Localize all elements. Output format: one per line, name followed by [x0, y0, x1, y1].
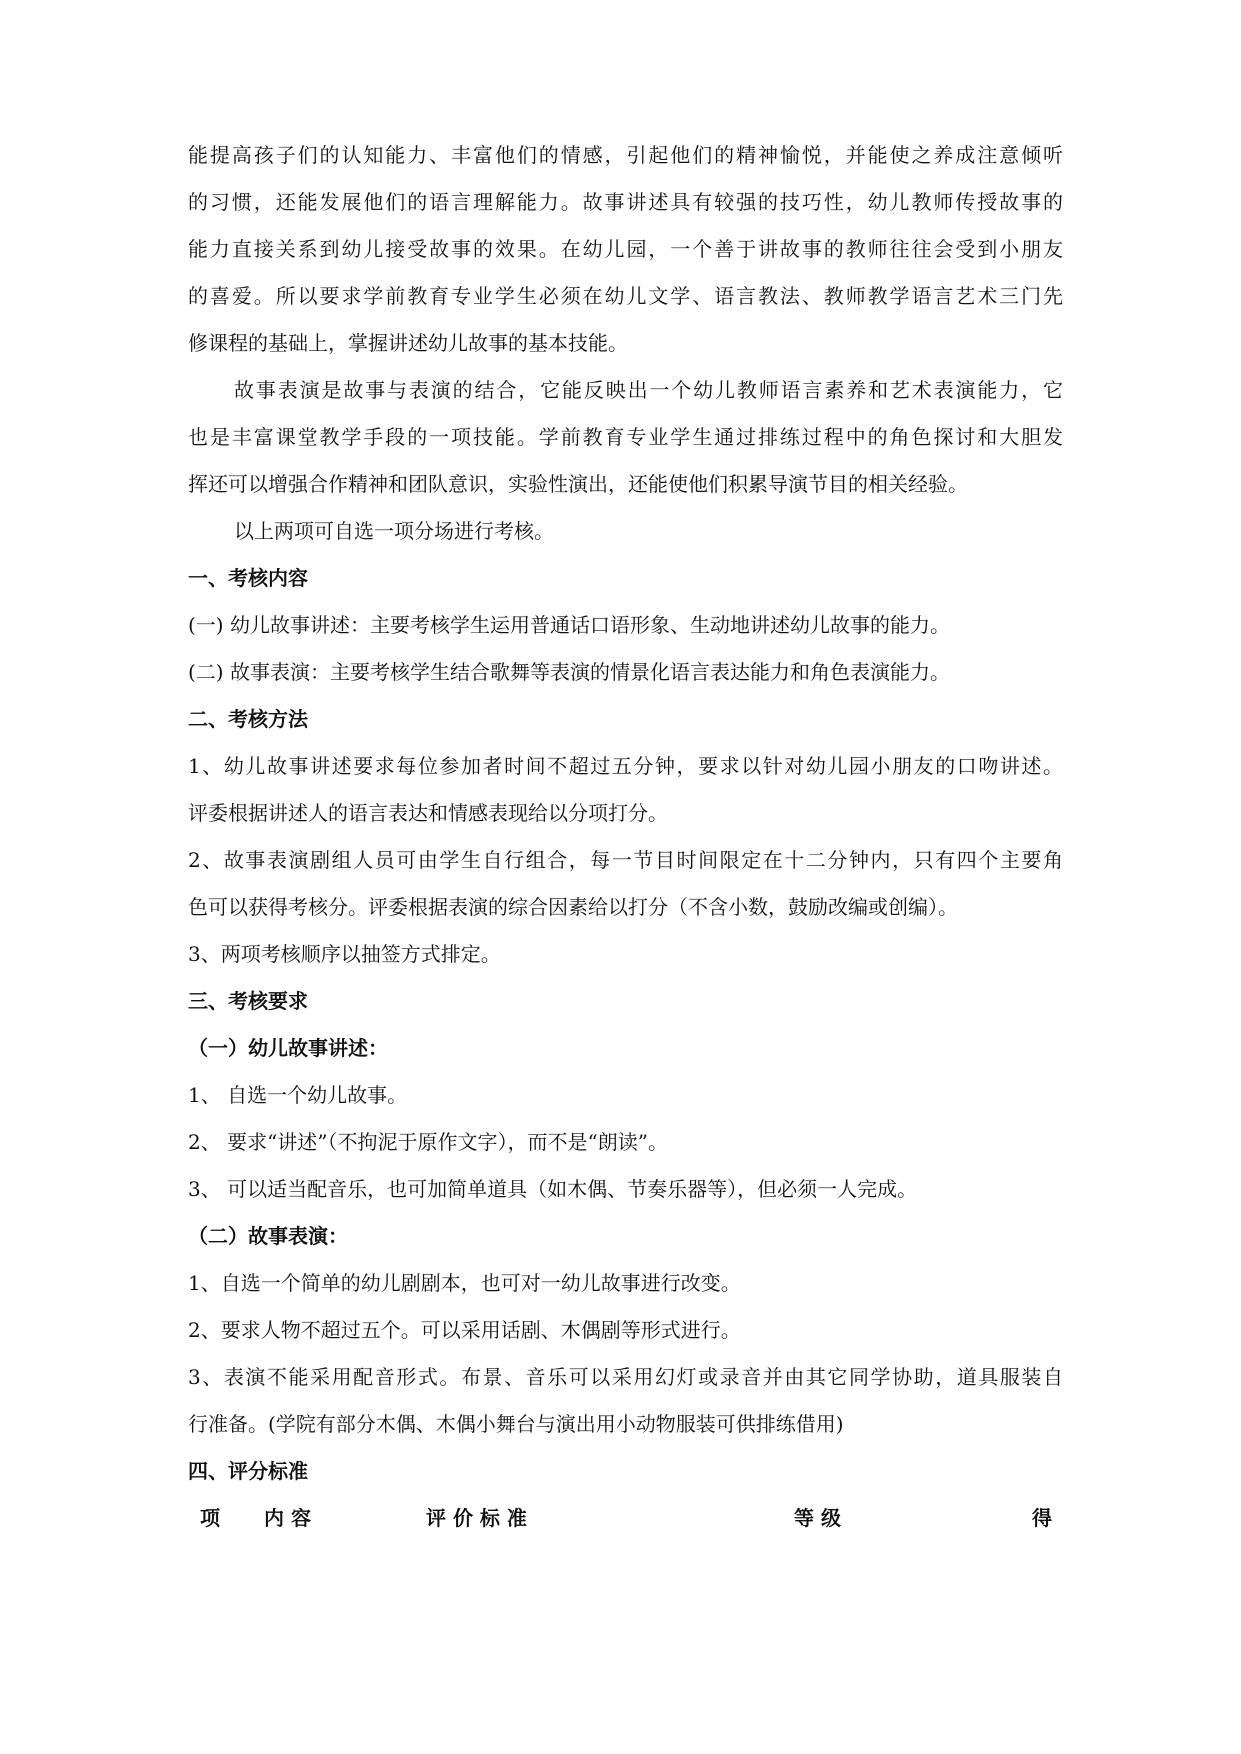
header-grade: 等 级: [794, 1506, 841, 1530]
method-item-2: [188, 837, 1063, 931]
paragraph-line: 2、故事表演剧组人员可由学生自行组合，每一节目时间限定在十二分钟内，只有四个主要角: [188, 848, 1063, 872]
subheading-story-telling: （一）幼儿故事讲述：: [188, 1036, 388, 1060]
subheading-story-performance: （二）故事表演：: [188, 1224, 348, 1248]
paragraph-line: 故事表演是故事与表演的结合，它能反映出一个幼儿教师语言素养和艺术表演能力，它: [234, 378, 1063, 402]
list-item: 3、 可以适当配音乐，也可加简单道具（如木偶、节奏乐器等），但必须一人完成。: [188, 1177, 918, 1201]
list-item: (二) 故事表演：主要考核学生结合歌舞等表演的情景化语言表达能力和角色表演能力。: [188, 660, 950, 684]
header-criteria: 评 价 标 准: [426, 1506, 527, 1530]
list-item: (一) 幼儿故事讲述：主要考核学生运用普通话口语形象、生动地讲述幼儿故事的能力。: [188, 613, 950, 637]
section-heading-scoring: 四、评分标准: [188, 1459, 308, 1483]
method-item-1: [188, 743, 1063, 837]
header-item: 项: [200, 1506, 220, 1530]
header-content: 内 容: [264, 1506, 311, 1530]
paragraph-line: 也是丰富课堂教学手段的一项技能。学前教育专业学生通过排练过程中的角色探讨和大胆发: [188, 425, 1063, 449]
document-page: [188, 132, 1063, 1542]
paragraph-line: 能力直接关系到幼儿接受故事的效果。在幼儿园，一个善于讲故事的教师往往会受到小朋友: [188, 237, 1063, 261]
list-item: 1、 自选一个幼儿故事。: [188, 1083, 408, 1107]
method-item-3: 3、两项考核顺序以抽签方式排定。: [188, 942, 501, 966]
intro-paragraph-3: 以上两项可自选一项分场进行考核。: [234, 519, 554, 543]
paragraph-line: 行准备。(学院有部分木偶、木偶小舞台与演出用小动物服装可供排练借用): [188, 1412, 844, 1436]
list-item: 2、 要求“讲述”（不拘泥于原作文字），而不是“朗读”。: [188, 1130, 668, 1154]
paragraph-line: 挥还可以增强合作精神和团队意识，实验性演出，还能使他们积累导演节目的相关经验。: [188, 472, 968, 496]
list-item: 1、自选一个简单的幼儿剧剧本，也可对一幼儿故事进行改变。: [188, 1271, 741, 1295]
paragraph-line: 色可以获得考核分。评委根据表演的综合因素给以打分（不含小数，鼓励改编或创编）。: [188, 895, 958, 919]
intro-paragraph-2: [188, 367, 1063, 508]
performance-item-3: [188, 1354, 1063, 1448]
paragraph-line: 的习惯，还能发展他们的语言理解能力。故事讲述具有较强的技巧性，幼儿教师传授故事的: [188, 190, 1063, 214]
paragraph-line: 能提高孩子们的认知能力、丰富他们的情感，引起他们的精神愉悦，并能使之养成注意倾听: [188, 143, 1063, 167]
paragraph-line: 评委根据讲述人的语言表达和情感表现给以分项打分。: [188, 801, 668, 825]
intro-paragraph-1: [188, 132, 1063, 367]
paragraph-line: 3、表演不能采用配音形式。布景、音乐可以采用幻灯或录音并由其它同学协助，道具服装自: [188, 1365, 1063, 1389]
list-item: 2、要求人物不超过五个。可以采用话剧、木偶剧等形式进行。: [188, 1318, 741, 1342]
section-heading-content: 一、考核内容: [188, 566, 308, 590]
paragraph-line: 1、幼儿故事讲述要求每位参加者时间不超过五分钟，要求以针对幼儿园小朋友的口吻讲述。: [188, 754, 1063, 778]
scoring-table-header: [188, 1495, 1063, 1542]
section-heading-requirements: 三、考核要求: [188, 989, 308, 1013]
paragraph-line: 的喜爱。所以要求学前教育专业学生必须在幼儿文学、语言教法、教师教学语言艺术三门先: [188, 284, 1063, 308]
paragraph-line: 修课程的基础上，掌握讲述幼儿故事的基本技能。: [188, 331, 628, 355]
section-heading-method: 二、考核方法: [188, 707, 308, 731]
header-score: 得: [1032, 1506, 1052, 1530]
